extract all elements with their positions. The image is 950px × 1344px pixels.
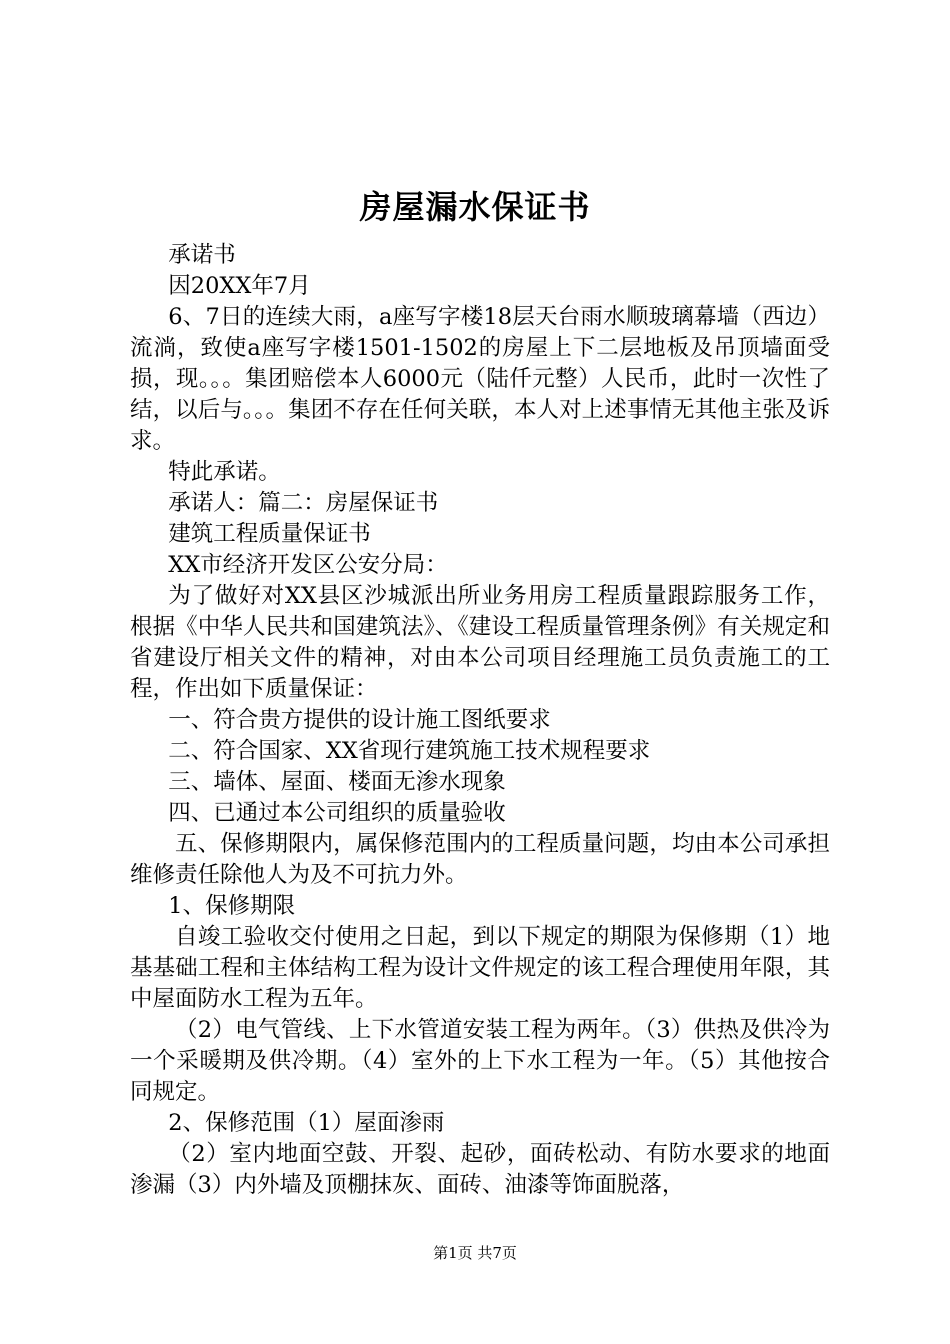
paragraph: 为了做好对XX县区沙城派出所业务用房工程质量跟踪服务工作，根据《中华人民共和国建筑法》、《建设工程质量管理条例》有关规定和省建设厅相关文件的精神，对由本公司项目经理施工员负责施工的工程，作出如下质量保证： [130,583,830,702]
paragraph: 2、保修范围（1）屋面渗雨 [168,1110,445,1136]
paragraph: 一、符合贵方提供的设计施工图纸要求 [168,707,551,733]
paragraph: 二、符合国家、XX省现行建筑施工技术规程要求 [168,738,651,764]
paragraph: （2）室内地面空鼓、开裂、起砂，面砖松动、有防水要求的地面渗漏（3）内外墙及顶棚抹灰、面砖、油漆等饰面脱落， [130,1141,830,1198]
paragraph: 四、已通过本公司组织的质量验收 [168,800,506,826]
page-footer: 第1页 共7页 [433,1244,517,1262]
document-body [130,240,830,1201]
paragraph: 承诺人：篇二：房屋保证书 [168,490,439,516]
paragraph: XX市经济开发区公安分局： [168,552,448,578]
paragraph: 因20XX年7月 [168,273,311,299]
paragraph: （2）电气管线、上下水管道安装工程为两年。（3）供热及供冷为一个采暖期及供冷期。（4）室外的上下水工程为一年。（5）其他按合同规定。 [130,1017,830,1105]
paragraph: 自竣工验收交付使用之日起，到以下规定的期限为保修期（1）地基基础工程和主体结构工程为设计文件规定的该工程合理使用年限，其中屋面防水工程为五年。 [130,924,830,1012]
document-title: 房屋漏水保证书 [359,188,591,226]
paragraph: 三、墙体、屋面、楼面无渗水现象 [168,769,506,795]
paragraph: 特此承诺。 [168,459,281,485]
paragraph: 1、保修期限 [168,893,296,919]
paragraph: 承诺书 [168,242,236,268]
paragraph: 五、保修期限内，属保修范围内的工程质量问题，均由本公司承担维修责任除他人为及不可抗力外。 [130,831,830,888]
paragraph: 建筑工程质量保证书 [168,521,371,547]
paragraph: 6、7日的连续大雨，a座写字楼18层天台雨水顺玻璃幕墙（西边）流淌，致使a座写字楼1501-1502的房屋上下二层地板及吊顶墙面受损，现。。。集团赔偿本人6000元（陆仟元整）人民币，此时一次性了结，以后与。。。集团不存在任何关联，本人对上述事情无其他主张及诉求。 [130,304,830,454]
